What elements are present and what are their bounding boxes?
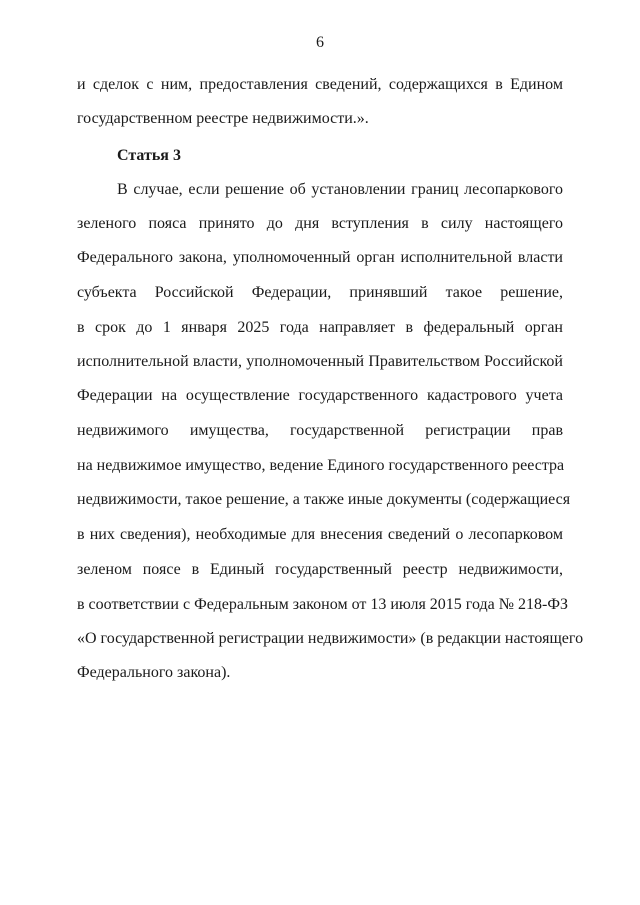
paragraph-line: субъекта Российской Федерации, принявший такое решение, — [77, 284, 563, 301]
page-number: 6 — [316, 34, 324, 51]
paragraph-line: на недвижимое имущество, ведение Единого государственного реестра — [77, 457, 565, 474]
paragraph-line: в соответствии с Федеральным законом от 13 июля 2015 года № 218-ФЗ — [77, 596, 568, 613]
paragraph-line: в срок до 1 января 2025 года направляет в федеральный орган — [77, 319, 563, 336]
paragraph-line: В случае, если решение об установлении границ лесопаркового — [117, 181, 563, 198]
paragraph-line: Федерации на осуществление государственного кадастрового учета — [77, 387, 563, 404]
paragraph-line: в них сведения), необходимые для внесения сведений о лесопарковом — [77, 526, 563, 543]
paragraph-line: недвижимости, такое решение, а также иные документы (содержащиеся — [77, 491, 571, 508]
paragraph-line: исполнительной власти, уполномоченный Правительством Российской — [77, 353, 563, 370]
paragraph-line: недвижимого имущества, государственной регистрации прав — [77, 422, 563, 439]
paragraph-line: Федерального закона, уполномоченный орган исполнительной власти — [77, 249, 563, 266]
paragraph-line: и сделок с ним, предоставления сведений, содержащихся в Едином — [77, 76, 563, 93]
article-heading: Статья 3 — [117, 147, 181, 164]
paragraph-line: зеленом поясе в Единый государственный реестр недвижимости, — [77, 561, 563, 578]
paragraph-line: Федерального закона). — [77, 664, 231, 681]
paragraph-line: зеленого пояса принято до дня вступления в силу настоящего — [77, 215, 563, 232]
paragraph-line: государственном реестре недвижимости.». — [77, 110, 369, 127]
paragraph-line: «О государственной регистрации недвижимости» (в редакции настоящего — [77, 630, 584, 647]
